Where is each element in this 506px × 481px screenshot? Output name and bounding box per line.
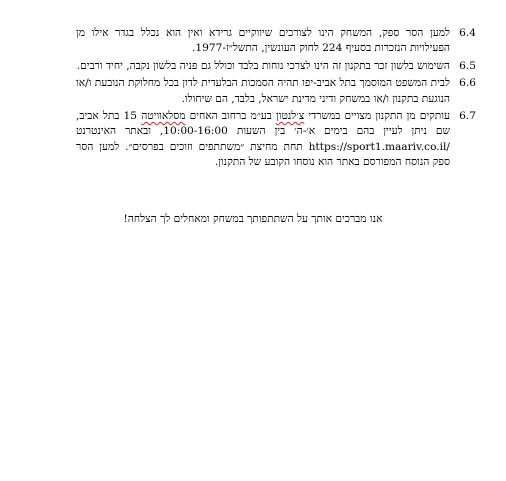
paragraph-number: 6.4 <box>459 27 476 39</box>
closing-line: אנו מברכים אותך על השתתפותך במשחק ומאחלים לך הצלחה! <box>123 213 383 225</box>
paragraph-number: 6.7 <box>459 110 476 123</box>
paragraph-text-part: 15 בתל אביב, שם ניתן לעיין בהם בימים א׳-ה׳ בין השעות 10:00-16:00, ובאתר האינטרנט <box>76 110 450 138</box>
paragraph-text-part: בע״מ ברחוב האחים <box>189 110 272 123</box>
misspelled-word[interactable]: צ׳לנטון <box>276 110 305 123</box>
paragraph-number: 6.6 <box>459 77 476 90</box>
website-url: https://sport1.maariv.co.il/ <box>308 140 451 153</box>
paragraph-text-part: עותקים מן התקנון מצויים במשרדי <box>308 110 450 123</box>
paragraph-text-part: תחת מחיצת ״משתתפים וזוכים בפרסים״. למען הסר ספק הנוסח המפורסם באתר הוא נוסחו הקובע של התקנון. <box>76 140 450 169</box>
paragraph-text: השימוש בלשון זכר בתקנון זה הינו לצרכי נוחות בלבד וכולל גם פניה בלשון נקבה, יחיד ורבים. <box>76 59 450 72</box>
paragraph-number: 6.5 <box>459 59 476 72</box>
paragraph-text: לבית המשפט המוסמך בתל אביב-יפו תהיה הסמכות הבלעדית לדון בכל מחלוקת הנובעת ו/או הנוגעת בתקנון ו/או במשחק ודיני מדינת ישראל, בלבד, הם שיחולו. <box>76 77 450 105</box>
paragraph-6-4 <box>76 26 476 57</box>
document-body <box>76 26 476 173</box>
paragraph-6-6 <box>76 76 476 107</box>
misspelled-word[interactable]: מסלאוויטה <box>141 110 186 123</box>
paragraph-text: למען הסר ספק, המשחק הינו לצורכים שיווקיים גרידא ואין הוא נכלל בגדר אילו מן הפעילויות הנזכרות בסעיף 224 לחוק העונשין, התשל״ז-1977. <box>76 27 450 55</box>
paragraph-6-7 <box>76 109 476 171</box>
paragraph-text <box>76 109 450 171</box>
paragraph-6-5 <box>76 59 476 74</box>
